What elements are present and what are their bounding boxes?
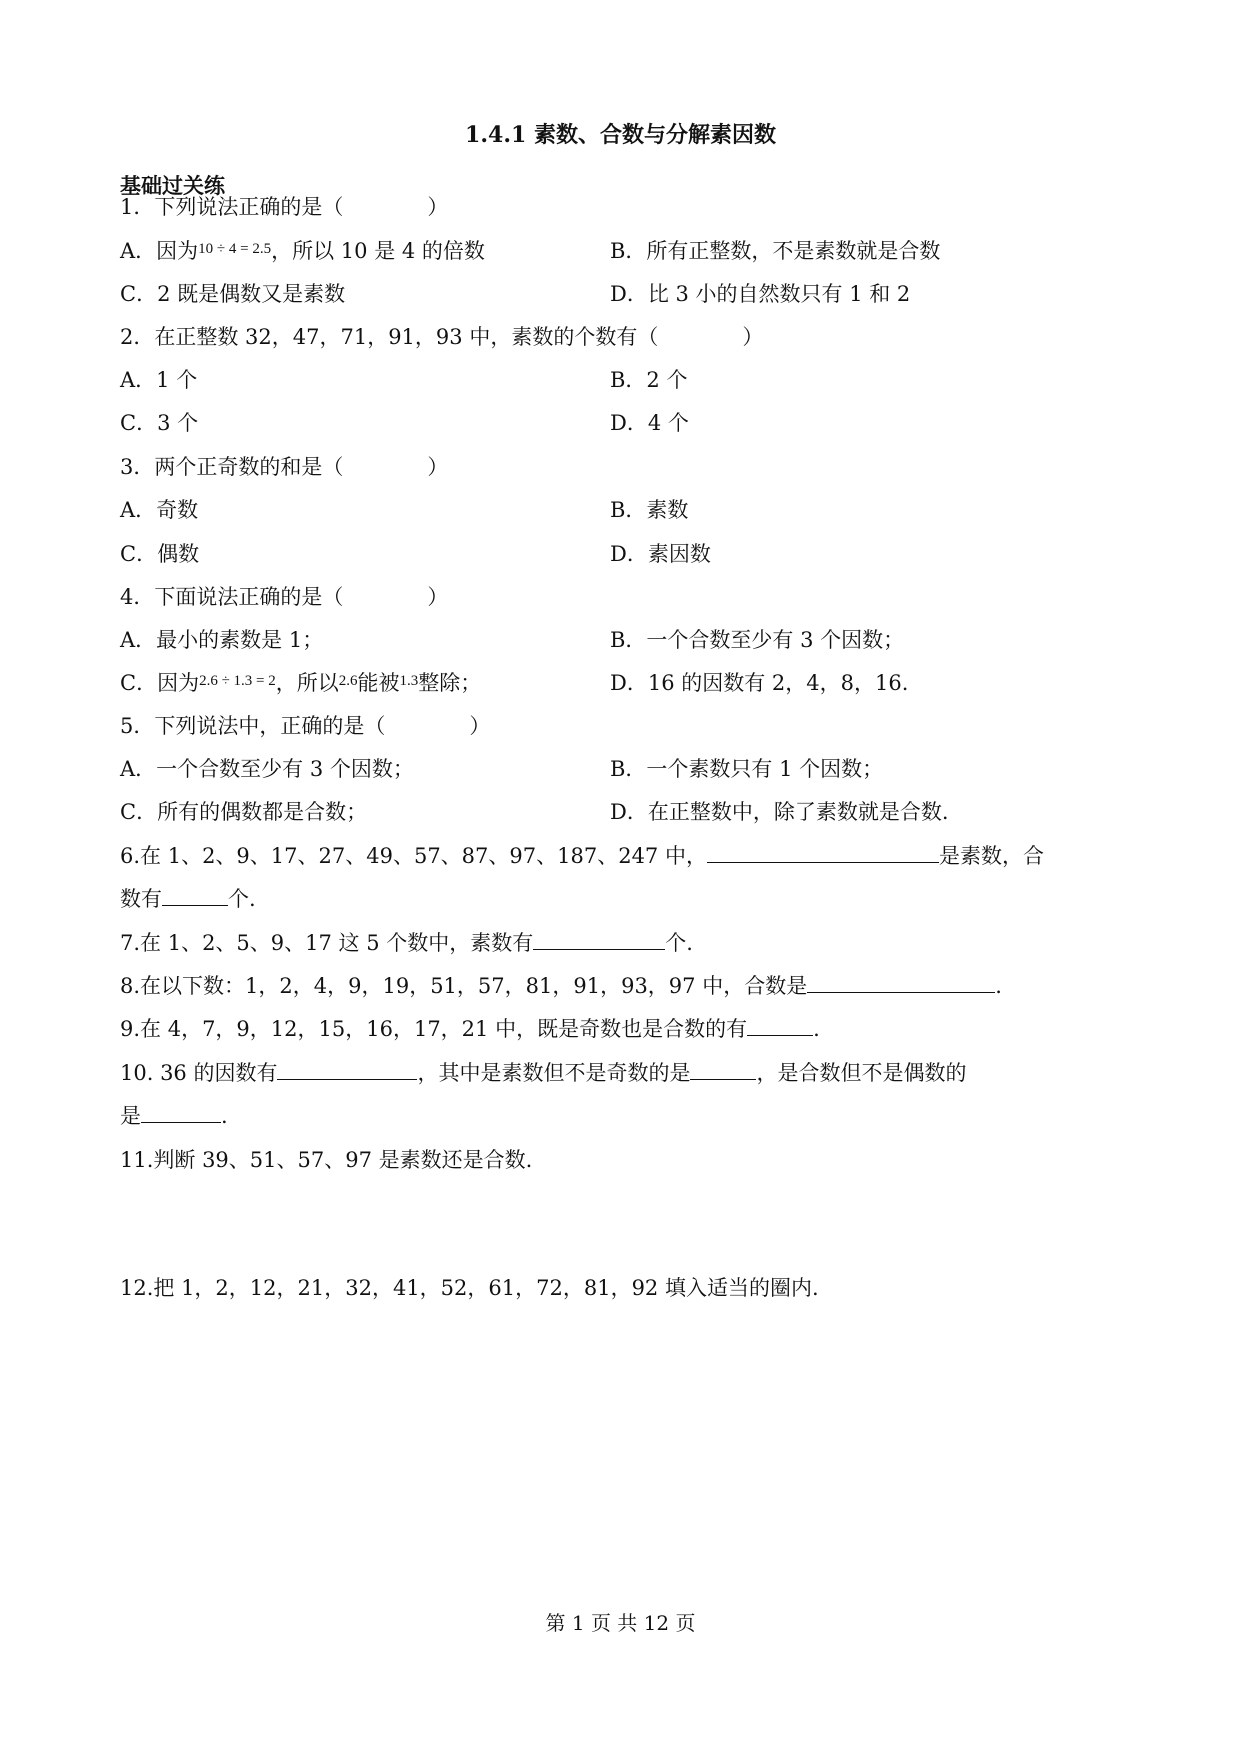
- q2-option-b: B．2 个: [610, 368, 688, 392]
- page-footer: 第 1 页 共 12 页: [545, 1611, 696, 1635]
- q1-stem: 1．下列说法正确的是（ ）: [120, 195, 449, 219]
- q10-line1: [120, 1058, 966, 1088]
- q2-option-c: C．3 个: [120, 411, 199, 435]
- q10-text: 10. 36 的因数有: [120, 1061, 278, 1085]
- q4-option-c: [120, 668, 481, 701]
- q4-option-b: B．一个合数至少有 3 个因数；: [610, 628, 905, 652]
- q6-text: 6.在 1、2、9、17、27、49、57、87、97、187、247 中，: [120, 844, 707, 868]
- q4-stem: 4．下面说法正确的是（ ）: [120, 585, 449, 609]
- q5-option-d: D．在正整数中，除了素数就是合数.: [610, 800, 949, 824]
- q7-tail: 个.: [665, 931, 693, 955]
- q5-option-b: B．一个素数只有 1 个因数；: [610, 757, 884, 781]
- q1-option-d: D．比 3 小的自然数只有 1 和 2: [610, 282, 911, 306]
- q4-option-c-number1: 2.6: [338, 673, 358, 689]
- q1-option-a-tail: ，所以 10 是 4 的倍数: [271, 239, 485, 263]
- q3-stem: 3．两个正奇数的和是（ ）: [120, 455, 449, 479]
- q10-line2: [120, 1101, 228, 1131]
- q4-option-c-text: C．因为: [120, 671, 200, 695]
- q4-option-d: D．16 的因数有 2，4，8，16.: [610, 671, 909, 695]
- section-heading: 基础过关练: [120, 173, 225, 198]
- q1-option-b: B．所有正整数，不是素数就是合数: [610, 239, 941, 263]
- q10-text-mid: ，其中是素数但不是奇数的是: [417, 1061, 691, 1085]
- q1-option-a-text: A．因为: [120, 239, 199, 263]
- q8-line: [120, 971, 1002, 1001]
- q10-answer-blank-3[interactable]: [141, 1102, 221, 1123]
- q6-line2-text: 数有: [120, 887, 162, 911]
- q6-text-tail: 是素数，合: [938, 844, 1044, 868]
- q2-stem: 2．在正整数 32，47，71，91，93 中，素数的个数有（ ）: [120, 325, 764, 349]
- q6-line2-tail: 个.: [228, 887, 256, 911]
- q6-line1: [120, 841, 1044, 871]
- q1-option-a: [120, 236, 485, 269]
- q5-option-a: A．一个合数至少有 3 个因数；: [120, 757, 414, 781]
- q4-option-c-formula: 2.6 ÷ 1.3 = 2: [199, 673, 276, 689]
- q5-stem: 5．下列说法中，正确的是（ ）: [120, 714, 491, 738]
- q1-option-c: C．2 既是偶数又是素数: [120, 282, 346, 306]
- q5-option-c: C．所有的偶数都是合数；: [120, 800, 368, 824]
- q10-answer-blank-1[interactable]: [277, 1059, 417, 1080]
- q9-answer-blank[interactable]: [747, 1015, 813, 1036]
- q4-option-c-text3: 能被: [357, 671, 400, 695]
- q7-answer-blank[interactable]: [533, 929, 665, 950]
- q8-tail: .: [995, 974, 1002, 998]
- q11-line: 11.判断 39、51、57、97 是素数还是合数.: [120, 1148, 533, 1172]
- q3-option-b: B．素数: [610, 498, 689, 522]
- q6-answer-blank-1[interactable]: [707, 842, 939, 863]
- q4-option-c-text2: ，所以: [275, 671, 339, 695]
- page-title: 1.4.1 素数、合数与分解素因数: [465, 122, 776, 148]
- q4-option-a: A．最小的素数是 1；: [120, 628, 324, 652]
- q10-line2-tail: .: [221, 1104, 228, 1128]
- q9-tail: .: [813, 1017, 820, 1041]
- q7-line: [120, 928, 693, 958]
- q4-option-c-tail: 整除；: [418, 671, 482, 695]
- q10-text-tail: ，是合数但不是偶数的: [756, 1061, 967, 1085]
- q6-answer-blank-2[interactable]: [162, 885, 228, 906]
- q7-text: 7.在 1、2、5、9、17 这 5 个数中，素数有: [120, 931, 534, 955]
- q3-option-d: D．素因数: [610, 542, 711, 566]
- q3-option-c: C．偶数: [120, 542, 200, 566]
- q2-option-d: D．4 个: [610, 411, 689, 435]
- q1-option-a-formula: 10 ÷ 4 = 2.5: [198, 241, 272, 257]
- q9-text: 9.在 4，7，9，12，15，16，17，21 中，既是奇数也是合数的有: [120, 1017, 748, 1041]
- q9-line: [120, 1014, 820, 1044]
- q8-answer-blank[interactable]: [807, 972, 995, 993]
- q12-line: 12.把 1，2，12，21，32，41，52，61，72，81，92 填入适当的圈内.: [120, 1276, 819, 1300]
- q8-text: 8.在以下数：1，2，4，9，19，51，57，81，91，93，97 中，合数是: [120, 974, 808, 998]
- q6-line2: [120, 884, 256, 914]
- q10-line2-text: 是: [120, 1104, 141, 1128]
- q4-option-c-number2: 1.3: [399, 673, 419, 689]
- q3-option-a: A．奇数: [120, 498, 199, 522]
- q2-option-a: A．1 个: [120, 368, 198, 392]
- q10-answer-blank-2[interactable]: [690, 1059, 756, 1080]
